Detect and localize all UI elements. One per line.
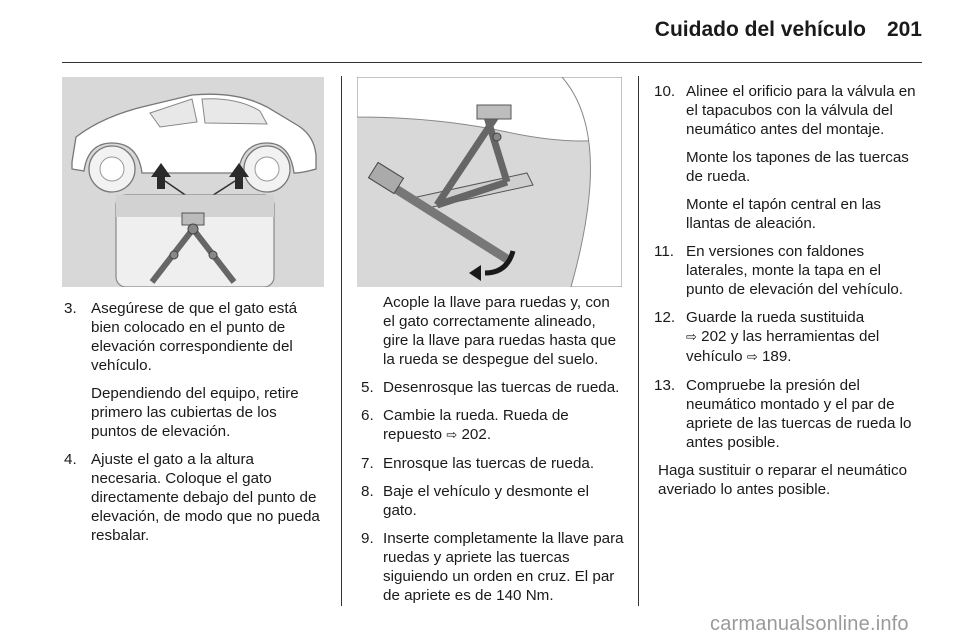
step-text: Alinee el orificio para la válvula en el tapacubos con la válvula del neumático antes del montaje.: [686, 83, 916, 138]
page-reference-link[interactable]: 202.: [461, 426, 492, 443]
closing-note: Haga sustituir o reparar el neumático averiado lo antes posible.: [658, 462, 908, 498]
watermark: carmanualsonline.info: [710, 613, 909, 635]
step-4-continued: Acople la llave para ruedas y, con el gato correctamente alineado, gire la llave para ruedas hasta que la rueda se despegue del suelo.: [383, 294, 617, 368]
column-divider-1: [341, 76, 342, 606]
text-column-2: [361, 293, 625, 614]
jack-wrench-illustration: [357, 77, 622, 287]
cross-reference-arrow-icon: ⇨: [686, 330, 697, 345]
step-12: [654, 308, 922, 367]
step-10: [654, 82, 922, 233]
step-number: 7.: [361, 455, 374, 472]
step-number: 4.: [64, 451, 77, 468]
step-number: 10.: [654, 83, 676, 100]
step-text-body: y las herramientas del vehículo: [686, 328, 880, 365]
column-divider-2: [638, 76, 639, 606]
step-number: 3.: [64, 300, 77, 317]
step-6: [361, 406, 625, 445]
step-number: 6.: [361, 407, 374, 424]
step-number: 12.: [654, 309, 676, 326]
step-text: Desenrosque las tuercas de rueda.: [383, 379, 620, 396]
step-8: [361, 482, 625, 520]
page-number: 201: [886, 18, 922, 41]
step-7: [361, 454, 625, 473]
header-rule: [62, 62, 922, 63]
page-header-title: Cuidado del vehículo: [654, 18, 866, 41]
step-note: Monte los tapones de las tuercas de rueda.: [686, 149, 909, 185]
step-text: En versiones con faldones laterales, monte la tapa en el punto de elevación del vehículo.: [686, 243, 904, 298]
step-4: [64, 450, 326, 545]
step-number: 13.: [654, 377, 676, 394]
step-text: Ajuste el gato a la altura necesaria. Coloque el gato directamente debajo del punto de elevación, de modo que no pueda resbalar.: [91, 451, 320, 544]
step-text-body: Guarde la rueda sustituida: [686, 309, 865, 326]
step-9: [361, 529, 625, 605]
step-number: 8.: [361, 483, 374, 500]
page-reference-link[interactable]: 189.: [761, 348, 792, 365]
step-5: [361, 378, 625, 397]
jack-point-illustration: [62, 77, 324, 287]
step-13: [654, 376, 922, 452]
step-text: Inserte completamente la llave para ruedas y apriete las tuercas siguiendo un orden en cruz. El par de apriete es de 140 Nm.: [383, 530, 624, 604]
step-note: Dependiendo del equipo, retire primero las cubiertas de los puntos de elevación.: [91, 385, 299, 440]
step-text: Enrosque las tuercas de rueda.: [383, 455, 595, 472]
step-note: Monte el tapón central en las llantas de aleación.: [686, 196, 882, 232]
step-11: [654, 242, 922, 299]
step-text: [383, 406, 625, 445]
cross-reference-arrow-icon: ⇨: [446, 428, 458, 443]
page-reference-link[interactable]: 202: [701, 328, 727, 345]
step-text: Asegúrese de que el gato está bien colocado en el punto de elevación correspondiente del vehículo.: [91, 300, 298, 374]
step-number: 11.: [654, 243, 674, 260]
text-column-3: [654, 82, 922, 508]
step-3: [64, 299, 326, 441]
cross-reference-arrow-icon: ⇨: [746, 350, 758, 365]
step-number: 9.: [361, 530, 374, 547]
step-text: Baje el vehículo y desmonte el gato.: [383, 483, 589, 519]
text-column-1: [64, 299, 326, 554]
step-text: [686, 308, 922, 367]
step-text-body: Cambie la rueda. Rueda de repuesto: [383, 407, 569, 443]
step-number: 5.: [361, 379, 374, 396]
step-text: Compruebe la presión del neumático montado y el par de apriete de las tuercas de rueda lo antes posible.: [686, 377, 912, 451]
